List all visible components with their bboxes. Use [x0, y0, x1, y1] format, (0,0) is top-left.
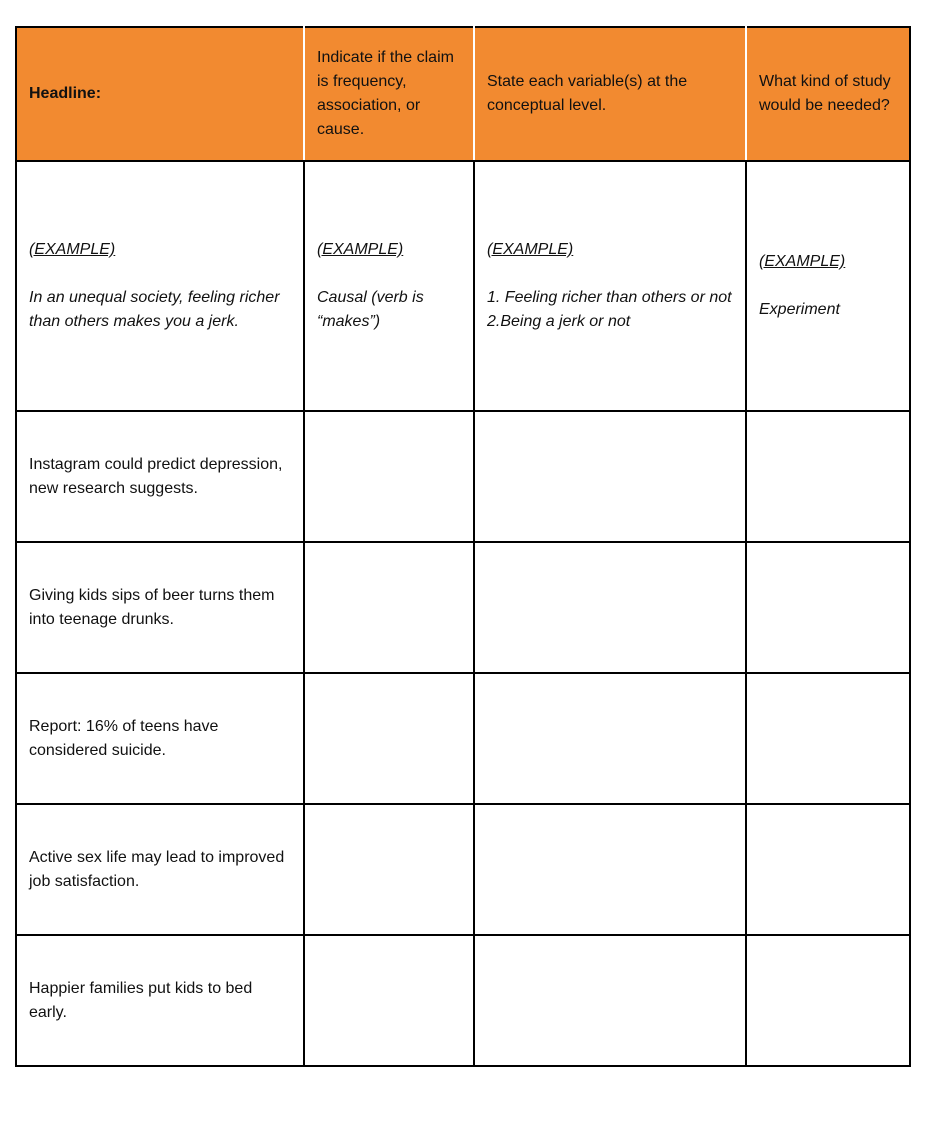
headline-cell: Active sex life may lead to improved job satisfaction.	[16, 804, 304, 935]
header-headline: Headline:	[16, 27, 304, 161]
example-row	[16, 161, 910, 411]
header-study-type: What kind of study would be needed?	[746, 27, 910, 161]
claim-type-answer-cell[interactable]	[304, 542, 474, 673]
headline-cell: Giving kids sips of beer turns them into teenage drunks.	[16, 542, 304, 673]
example-claim-text: Causal (verb is “makes”)	[317, 289, 424, 330]
study-answer-cell[interactable]	[746, 542, 910, 673]
variables-answer-cell[interactable]	[474, 935, 746, 1066]
study-answer-cell[interactable]	[746, 804, 910, 935]
variables-answer-cell[interactable]	[474, 804, 746, 935]
claim-type-answer-cell[interactable]	[304, 804, 474, 935]
header-claim-type: Indicate if the claim is frequency, association, or cause.	[304, 27, 474, 161]
study-answer-cell[interactable]	[746, 935, 910, 1066]
example-variable-1: 1. Feeling richer than others or not	[487, 289, 732, 306]
example-variable-2: 2.Being a jerk or not	[487, 313, 631, 330]
example-study-cell	[746, 161, 910, 411]
table-row	[16, 542, 910, 673]
variables-answer-cell[interactable]	[474, 673, 746, 804]
variables-answer-cell[interactable]	[474, 411, 746, 542]
variables-answer-cell[interactable]	[474, 542, 746, 673]
header-row	[16, 27, 910, 161]
example-tag: (EXAMPLE)	[759, 253, 846, 270]
claim-type-answer-cell[interactable]	[304, 411, 474, 542]
table-row	[16, 804, 910, 935]
example-headline-cell	[16, 161, 304, 411]
table-row	[16, 411, 910, 542]
claim-type-answer-cell[interactable]	[304, 935, 474, 1066]
table-row	[16, 935, 910, 1066]
study-answer-cell[interactable]	[746, 673, 910, 804]
example-tag: (EXAMPLE)	[317, 241, 404, 258]
example-variables-cell	[474, 161, 746, 411]
example-tag: (EXAMPLE)	[29, 241, 116, 258]
headline-worksheet-table	[15, 26, 911, 1067]
headline-cell: Report: 16% of teens have considered suicide.	[16, 673, 304, 804]
example-study-text: Experiment	[759, 301, 840, 318]
headline-cell: Happier families put kids to bed early.	[16, 935, 304, 1066]
headline-cell: Instagram could predict depression, new research suggests.	[16, 411, 304, 542]
example-claim-cell	[304, 161, 474, 411]
header-variables: State each variable(s) at the conceptual level.	[474, 27, 746, 161]
claim-type-answer-cell[interactable]	[304, 673, 474, 804]
table-row	[16, 673, 910, 804]
example-tag: (EXAMPLE)	[487, 241, 574, 258]
example-headline-text: In an unequal society, feeling richer than others makes you a jerk.	[29, 289, 280, 330]
study-answer-cell[interactable]	[746, 411, 910, 542]
